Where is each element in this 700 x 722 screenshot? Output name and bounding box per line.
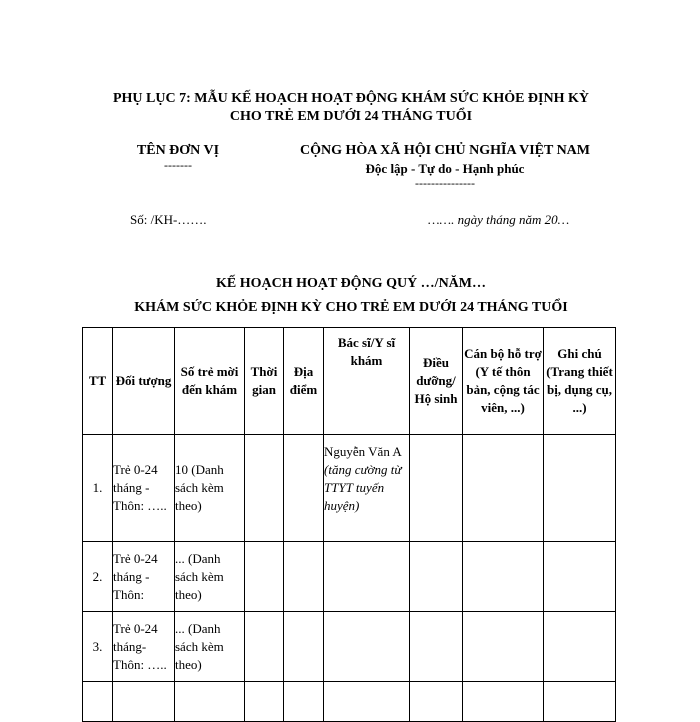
unit-rule: -------	[164, 158, 192, 172]
header-bac-si: Bác sĩ/Y sĩ khám	[324, 328, 410, 435]
row-dia-diem	[284, 542, 324, 612]
row-dia-diem	[284, 612, 324, 682]
empty-cell	[463, 682, 544, 722]
row-ghi-chu	[544, 542, 616, 612]
empty-cell	[175, 682, 245, 722]
row-tt: 1.	[83, 435, 113, 542]
row-so-tre: ... (Danh sách kèm theo)	[175, 612, 245, 682]
header-dieu-duong: Điều dưỡng/ Hộ sinh	[410, 328, 463, 435]
header-so-tre: Số trẻ mời đến khám	[175, 328, 245, 435]
document-date: ……. ngày tháng năm 20…	[428, 212, 570, 227]
row-so-tre: 10 (Danh sách kèm theo)	[175, 435, 245, 542]
nation-motto: Độc lập - Tự do - Hạnh phúc	[365, 161, 525, 176]
row-can-bo	[463, 542, 544, 612]
plan-table	[82, 327, 616, 722]
row-thoi-gian	[245, 612, 284, 682]
row-dia-diem	[284, 435, 324, 542]
header-can-bo: Cán bộ hỗ trợ (Y tế thôn bản, cộng tác viên, ...)	[463, 328, 544, 435]
row-thoi-gian	[245, 435, 284, 542]
nation-rule: ---------------	[415, 176, 475, 190]
row-dieu-duong	[410, 542, 463, 612]
row-ghi-chu	[544, 612, 616, 682]
row-can-bo	[463, 435, 544, 542]
table-header-row	[83, 328, 616, 435]
row-bac-si-name: Nguyễn Văn A	[324, 444, 402, 459]
row-doi-tuong: Trẻ 0-24 tháng- Thôn: …..	[113, 612, 175, 682]
header-ghi-chu: Ghi chú (Trang thiết bị, dụng cụ, ...)	[544, 328, 616, 435]
header-doi-tuong: Đối tượng	[113, 328, 175, 435]
empty-cell	[113, 682, 175, 722]
empty-cell	[544, 682, 616, 722]
table-row-empty	[83, 682, 616, 722]
table-row	[83, 435, 616, 542]
header-tt: TT	[83, 328, 113, 435]
table-row	[83, 612, 616, 682]
header-thoi-gian: Thời gian	[245, 328, 284, 435]
plan-title-line2: KHÁM SỨC KHỎE ĐỊNH KỲ CHO TRẺ EM DƯỚI 24 THÁNG TUỔI	[134, 300, 568, 315]
row-so-tre: ... (Danh sách kèm theo)	[175, 542, 245, 612]
row-thoi-gian	[245, 542, 284, 612]
header-dia-diem: Địa điểm	[284, 328, 324, 435]
empty-cell	[284, 682, 324, 722]
empty-cell	[410, 682, 463, 722]
table-row	[83, 542, 616, 612]
row-can-bo	[463, 612, 544, 682]
row-bac-si	[324, 612, 410, 682]
plan-title-line1: KẾ HOẠCH HOẠT ĐỘNG QUÝ …/NĂM…	[215, 276, 487, 291]
row-dieu-duong	[410, 435, 463, 542]
nation-name: CỘNG HÒA XÃ HỘI CHỦ NGHĨA VIỆT NAM	[299, 143, 590, 158]
row-doi-tuong: Trẻ 0-24 tháng - Thôn: …..	[113, 435, 175, 542]
row-bac-si-note: (tăng cường từ TTYT tuyến huyện)	[324, 462, 402, 513]
empty-cell	[83, 682, 113, 722]
row-tt: 2.	[83, 542, 113, 612]
document-number: Số: /KH-…….	[130, 212, 207, 227]
row-ghi-chu	[544, 435, 616, 542]
row-bac-si	[324, 435, 410, 542]
appendix-title-line1: PHỤ LỤC 7: MẪU KẾ HOẠCH HOẠT ĐỘNG KHÁM SỨC KHỎE ĐỊNH KỲ	[112, 91, 589, 106]
empty-cell	[324, 682, 410, 722]
empty-cell	[245, 682, 284, 722]
unit-name: TÊN ĐƠN VỊ	[136, 143, 220, 158]
row-dieu-duong	[410, 612, 463, 682]
row-tt: 3.	[83, 612, 113, 682]
appendix-title-line2: CHO TRẺ EM DƯỚI 24 THÁNG TUỔI	[229, 109, 473, 124]
row-doi-tuong: Trẻ 0-24 tháng - Thôn:	[113, 542, 175, 612]
row-bac-si	[324, 542, 410, 612]
